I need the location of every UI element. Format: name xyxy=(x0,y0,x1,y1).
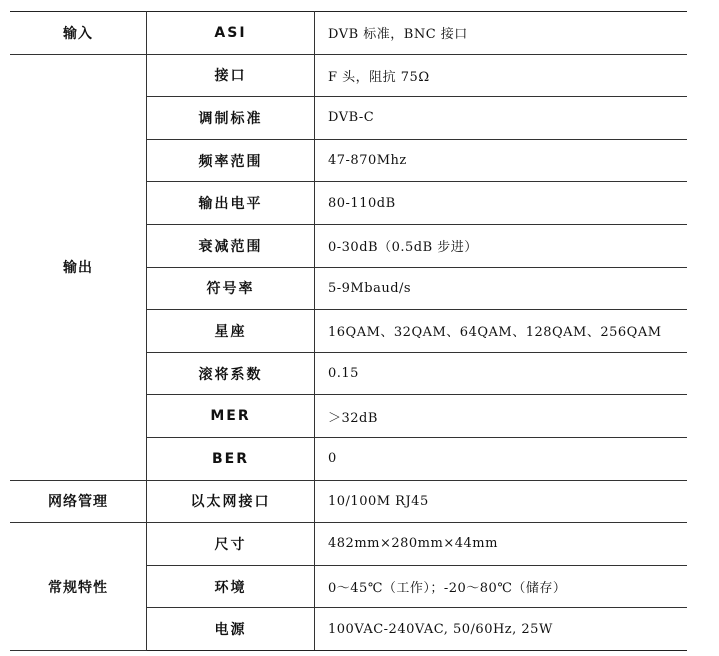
param-label: 尺寸 xyxy=(147,523,315,566)
param-value: ＞32dB xyxy=(315,395,688,438)
param-value: 0～45℃（工作）；-20～80℃（储存） xyxy=(315,565,688,608)
param-label: ASI xyxy=(147,12,315,55)
param-label: 滚将系数 xyxy=(147,352,315,395)
category-output: 输出 xyxy=(10,54,147,480)
param-label: 接口 xyxy=(147,54,315,97)
param-label: BER xyxy=(147,437,315,480)
table-row xyxy=(10,523,687,566)
param-value: DVB 标准，BNC 接口 xyxy=(315,12,688,55)
param-label: 调制标准 xyxy=(147,97,315,140)
param-label: 衰减范围 xyxy=(147,224,315,267)
param-value: 5-9Mbaud/s xyxy=(315,267,688,310)
table-row xyxy=(10,12,687,55)
param-value: 0 xyxy=(315,437,688,480)
param-label: 频率范围 xyxy=(147,139,315,182)
spec-table xyxy=(10,11,687,651)
param-label: 符号率 xyxy=(147,267,315,310)
category-general: 常规特性 xyxy=(10,523,147,651)
param-value: 47-870Mhz xyxy=(315,139,688,182)
param-label: 输出电平 xyxy=(147,182,315,225)
param-value: 80-110dB xyxy=(315,182,688,225)
param-label: 电源 xyxy=(147,608,315,651)
param-value: 16QAM、32QAM、64QAM、128QAM、256QAM xyxy=(315,310,688,353)
param-value: DVB-C xyxy=(315,97,688,140)
param-value: 100VAC-240VAC, 50/60Hz, 25W xyxy=(315,608,688,651)
param-value: F 头，阻抗 75Ω xyxy=(315,54,688,97)
param-label: 环境 xyxy=(147,565,315,608)
param-label: 星座 xyxy=(147,310,315,353)
param-label: 以太网接口 xyxy=(147,480,315,523)
param-value: 482mm×280mm×44mm xyxy=(315,523,688,566)
param-value: 0-30dB（0.5dB 步进） xyxy=(315,224,688,267)
param-value: 0.15 xyxy=(315,352,688,395)
param-value: 10/100M RJ45 xyxy=(315,480,688,523)
category-input: 输入 xyxy=(10,12,147,55)
param-label: MER xyxy=(147,395,315,438)
table-row xyxy=(10,54,687,97)
table-row xyxy=(10,480,687,523)
category-network: 网络管理 xyxy=(10,480,147,523)
